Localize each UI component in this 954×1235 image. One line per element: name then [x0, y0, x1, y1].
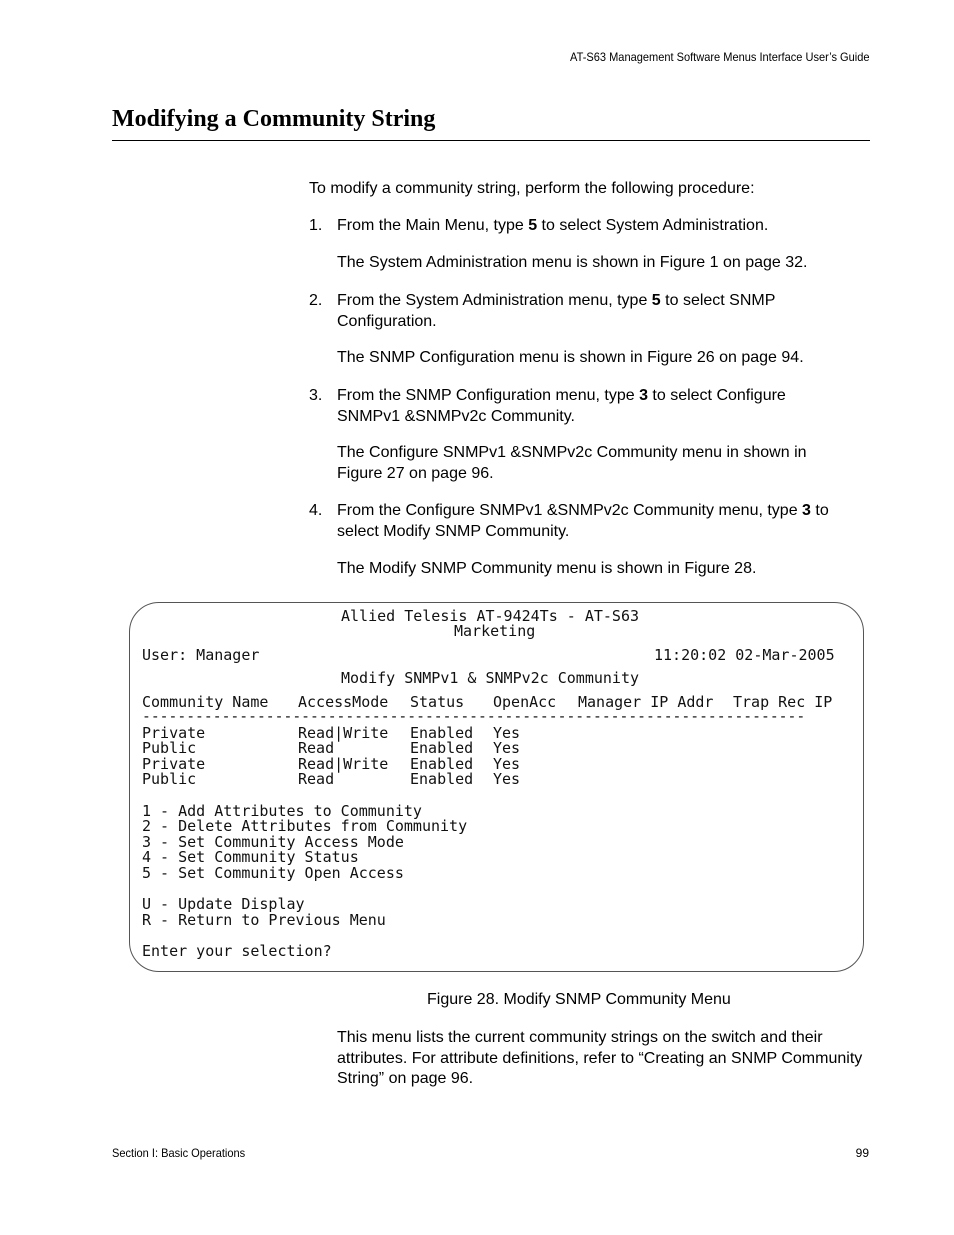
menu-option-access-mode: 3 - Set Community Access Mode — [142, 833, 404, 851]
cell-open-acc: Yes — [493, 724, 521, 742]
terminal-divider: --------------------------------------------------------------------------- — [142, 708, 806, 725]
terminal-header-line2: Marketing — [454, 622, 536, 640]
cell-community-name: Private — [142, 755, 206, 773]
step-text — [337, 501, 870, 542]
column-status: Status — [410, 693, 465, 711]
step-note: The Modify SNMP Community menu is shown in Figure 28. — [337, 560, 757, 577]
column-open-acc: OpenAcc — [493, 693, 557, 711]
step-text — [337, 386, 827, 427]
step-text-post: to select System Administration. — [537, 217, 769, 234]
cell-community-name: Public — [142, 770, 197, 788]
title-rule — [112, 140, 870, 141]
terminal-user: User: Manager — [142, 646, 260, 664]
column-access-mode: AccessMode — [298, 693, 389, 711]
cell-access-mode: Read — [298, 770, 335, 788]
terminal-header-line1: Allied Telesis AT-9424Ts - AT-S63 — [341, 607, 640, 625]
step-text-pre: From the Main Menu, type — [337, 217, 529, 234]
cell-status: Enabled — [410, 739, 474, 757]
cell-status: Enabled — [410, 755, 474, 773]
footer-section: Section I: Basic Operations — [112, 1146, 246, 1160]
step-text-pre: From the System Administration menu, type — [337, 292, 652, 309]
step-text-post: to select Configure SNMPv1 &SNMPv2c Community. — [337, 387, 786, 425]
terminal-datetime: 11:20:02 02-Mar-2005 — [654, 646, 835, 664]
step-number: 1. — [309, 217, 323, 234]
menu-option-delete-attributes: 2 - Delete Attributes from Community — [142, 817, 468, 835]
terminal-menu-title: Modify SNMPv1 & SNMPv2c Community — [341, 669, 640, 687]
menu-option-add-attributes: 1 - Add Attributes to Community — [142, 802, 422, 820]
cell-status: Enabled — [410, 724, 474, 742]
intro-paragraph: To modify a community string, perform the following procedure: — [309, 180, 755, 197]
step-text-post: to select Modify SNMP Community. — [337, 502, 829, 540]
column-trap-rec-ip: Trap Rec IP — [733, 693, 833, 711]
step-text-post: to select SNMP Configuration. — [337, 292, 776, 330]
cell-access-mode: Read|Write — [298, 755, 389, 773]
cell-access-mode: Read — [298, 739, 335, 757]
step-key: 5 — [528, 217, 538, 234]
cell-open-acc: Yes — [493, 755, 521, 773]
footer-page-number: 99 — [855, 1146, 869, 1160]
menu-option-update-display: U - Update Display — [142, 895, 305, 913]
cell-access-mode: Read|Write — [298, 724, 389, 742]
cell-open-acc: Yes — [493, 770, 521, 788]
cell-status: Enabled — [410, 770, 474, 788]
step-key: 3 — [639, 387, 648, 404]
step-text — [337, 291, 817, 332]
step-key: 3 — [802, 502, 811, 519]
step-text-pre: From the SNMP Configuration menu, type — [337, 387, 640, 404]
terminal-screen-figure — [129, 602, 864, 972]
step-note: The Configure SNMPv1 &SNMPv2c Community menu in shown in Figure 27 on page 96. — [337, 444, 807, 482]
step-number: 4. — [309, 502, 323, 519]
cell-open-acc: Yes — [493, 739, 521, 757]
step-key: 5 — [651, 292, 661, 309]
menu-option-status: 4 - Set Community Status — [142, 848, 359, 866]
step-number: 2. — [309, 292, 323, 309]
step-note: The SNMP Configuration menu is shown in Figure 26 on page 94. — [337, 349, 804, 366]
column-manager-ip: Manager IP Addr — [578, 693, 714, 711]
step-text — [337, 216, 870, 237]
step-number: 3. — [309, 387, 323, 404]
section-title: Modifying a Community String — [112, 106, 436, 132]
menu-option-return: R - Return to Previous Menu — [142, 911, 386, 929]
step-note: The System Administration menu is shown in Figure 1 on page 32. — [337, 254, 808, 271]
menu-option-open-access: 5 - Set Community Open Access — [142, 864, 404, 882]
figure-caption: Figure 28. Modify SNMP Community Menu — [427, 991, 731, 1008]
step-text-pre: From the Configure SNMPv1 &SNMPv2c Community menu, type — [337, 502, 803, 519]
terminal-prompt: Enter your selection? — [142, 942, 332, 960]
column-community-name: Community Name — [142, 693, 269, 711]
cell-community-name: Public — [142, 739, 197, 757]
cell-community-name: Private — [142, 724, 206, 742]
closing-paragraph: This menu lists the current community strings on the switch and their attributes. For attribute definitions, refer to “Creating an SNMP Community String” on page 96. — [337, 1029, 863, 1087]
running-header: AT-S63 Management Software Menus Interface User’s Guide — [569, 50, 869, 64]
